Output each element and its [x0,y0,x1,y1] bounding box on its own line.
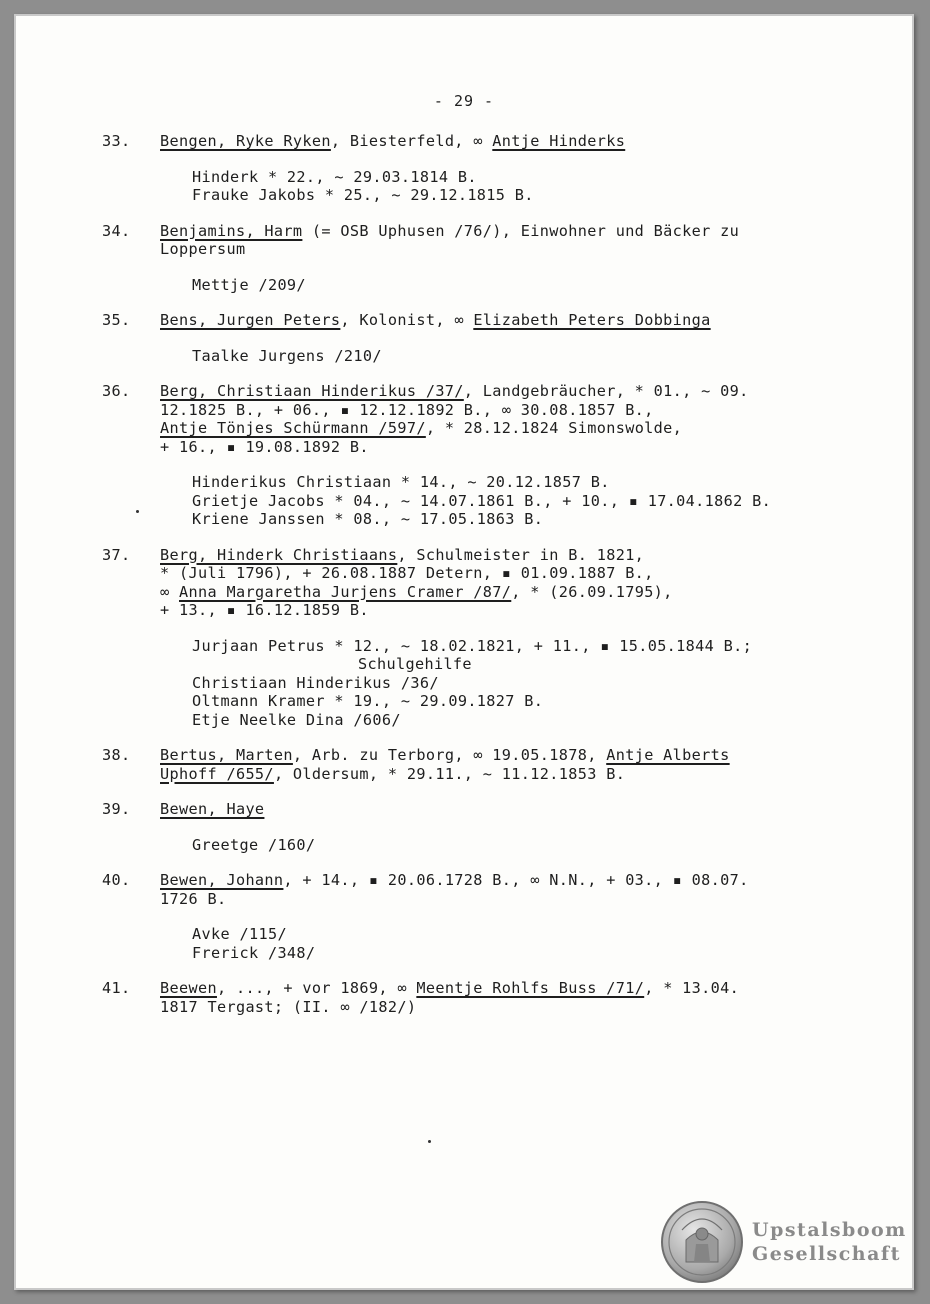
entry-head-line [160,419,872,438]
child-entry: Frauke Jakobs * 25., ~ 29.12.1815 B. [192,186,534,204]
entry-text: 1817 Tergast; (II. ∞ /182/) [160,997,417,1016]
genealogy-entry [102,979,872,1016]
entry-body [160,871,872,962]
entry-text: , * 28.12.1824 Simonswolde, [425,419,683,437]
children-list [192,836,872,855]
entry-number: 34. [102,221,131,240]
entry-body [160,546,872,730]
genealogy-entry [102,546,872,730]
person-name: Bens, Jurgen Peters [160,311,341,329]
children-list [192,925,872,962]
entry-head-line [160,800,872,819]
genealogy-entry [102,871,872,962]
entry-number: 33. [102,132,131,150]
entry-text: + 13., ▪ 16.12.1859 B. [160,601,369,619]
children-list [192,276,872,295]
person-name: Antje Hinderks [492,132,626,150]
entry-number: 37. [102,545,131,564]
entry-body [160,800,872,854]
entry-text: (= OSB Uphusen /76/), Einwohner und Bäcker zu [302,221,740,240]
entry-head-line [160,311,872,330]
seal-medallion-icon [660,1200,744,1284]
entry-text: 12.1825 B., + 06., ▪ 12.12.1892 B., ∞ 30.08.1857 B., [160,400,654,419]
entry-number: 35. [102,311,131,329]
person-name: Bewen, Haye [160,800,265,818]
entry-head-line [160,979,872,998]
entry-text: * (Juli 1796), + 26.08.1887 Detern, ▪ 01.09.1887 B., [160,564,654,582]
child-entry: Kriene Janssen * 08., ~ 17.05.1863 B. [192,510,544,528]
person-name: Benjamins, Harm [160,221,303,240]
entry-text: 1726 B. [160,889,227,908]
entry-head-line [160,890,872,909]
person-name: Berg, Hinderk Christiaans [160,545,398,564]
person-name: Beewen [160,979,217,997]
entry-text: , Kolonist, ∞ [340,311,474,329]
children-list [192,347,872,366]
scan-speck [428,1140,431,1143]
child-entry: Taalke Jurgens /210/ [192,346,382,365]
genealogy-entry [102,222,872,295]
genealogy-entry [102,800,872,854]
child-entry: Schulgehilfe [358,655,472,673]
entry-text: , * 13.04. [644,979,740,997]
person-name: Elizabeth Peters Dobbinga [473,311,711,329]
entry-body [160,311,872,365]
entry-head-line [160,382,872,401]
entry-number: 40. [102,871,131,889]
person-name: Anna Margaretha Jurjens Cramer /87/ [179,582,512,601]
entry-head-line [160,546,872,565]
entry-head-line [160,438,872,457]
genealogy-entry [102,311,872,365]
entry-text: ∞ [160,582,179,601]
entry-body [160,222,872,295]
genealogy-entry [102,132,872,205]
entry-head-line [160,401,872,420]
child-entry: Avke /115/ [192,925,287,943]
child-entry: Jurjaan Petrus * 12., ~ 18.02.1821, + 11., ▪ 15.05.1844 B.; [192,636,753,655]
page-number: - 29 - [433,92,495,110]
child-entry: Greetge /160/ [192,835,316,854]
child-entry: Mettje /209/ [192,275,306,294]
entry-body [160,132,872,205]
entry-list [102,132,872,1033]
entry-body [160,979,872,1016]
entry-text: , * (26.09.1795), [511,582,673,601]
entry-text: , + 14., ▪ 20.06.1728 B., ∞ N.N., + 03., ▪ 08.07. [283,871,749,889]
person-name: Berg, Christiaan Hinderikus /37/ [160,382,464,400]
child-entry: Christiaan Hinderikus /36/ [192,673,439,692]
child-entry: Etje Neelke Dina /606/ [192,710,401,729]
person-name: Uphoff /655/ [160,764,274,783]
document-page [14,14,914,1290]
child-entry: Frerick /348/ [192,943,316,962]
entry-head-line [160,583,872,602]
entry-text: , Landgebräucher, * 01., ~ 09. [463,382,749,400]
entry-number: 39. [102,800,131,818]
entry-body [160,382,872,529]
child-entry: Hinderk * 22., ~ 29.03.1814 B. [192,167,477,186]
entry-head-line [160,564,872,583]
entry-text: , ..., + vor 1869, ∞ [216,979,417,997]
entry-head-line [160,998,872,1017]
person-name: Bengen, Ryke Ryken [160,132,331,150]
person-name: Antje Alberts [606,746,730,764]
entry-text: , Oldersum, * 29.11., ~ 11.12.1853 B. [273,764,626,783]
entry-head-line [160,240,872,259]
entry-head-line [160,746,872,765]
society-name-line1: Upstalsboom [752,1219,907,1241]
genealogy-entry [102,382,872,529]
entry-text: , Schulmeister in B. 1821, [397,545,645,564]
child-entry: Oltmann Kramer * 19., ~ 29.09.1827 B. [192,692,544,710]
society-name-line2: Gesellschaft [752,1243,901,1265]
entry-number: 38. [102,746,131,764]
entry-head-line [160,765,872,784]
children-list [192,637,872,730]
entry-head-line [160,132,872,151]
children-list [192,168,872,205]
entry-body [160,746,872,783]
person-name: Bewen, Johann [160,871,284,889]
society-logo [660,1200,912,1284]
entry-head-line [160,222,872,241]
entry-text: , Biesterfeld, ∞ [330,132,493,150]
genealogy-entry [102,746,872,783]
person-name: Bertus, Marten [160,746,293,764]
entry-number: 41. [102,979,131,997]
entry-head-line [160,601,872,620]
person-name: Antje Tönjes Schürmann /597/ [160,419,426,437]
child-entry: Hinderikus Christiaan * 14., ~ 20.12.1857 B. [192,473,610,491]
scan-speck [136,510,139,513]
entry-number: 36. [102,382,131,400]
society-name [752,1218,907,1266]
person-name: Meentje Rohlfs Buss /71/ [416,979,645,997]
entry-text: Loppersum [160,240,246,258]
entry-head-line [160,871,872,890]
entry-text: + 16., ▪ 19.08.1892 B. [160,437,369,456]
children-list [192,473,872,529]
child-entry: Grietje Jacobs * 04., ~ 14.07.1861 B., + 10., ▪ 17.04.1862 B. [192,491,772,510]
entry-text: , Arb. zu Terborg, ∞ 19.05.1878, [292,746,607,764]
